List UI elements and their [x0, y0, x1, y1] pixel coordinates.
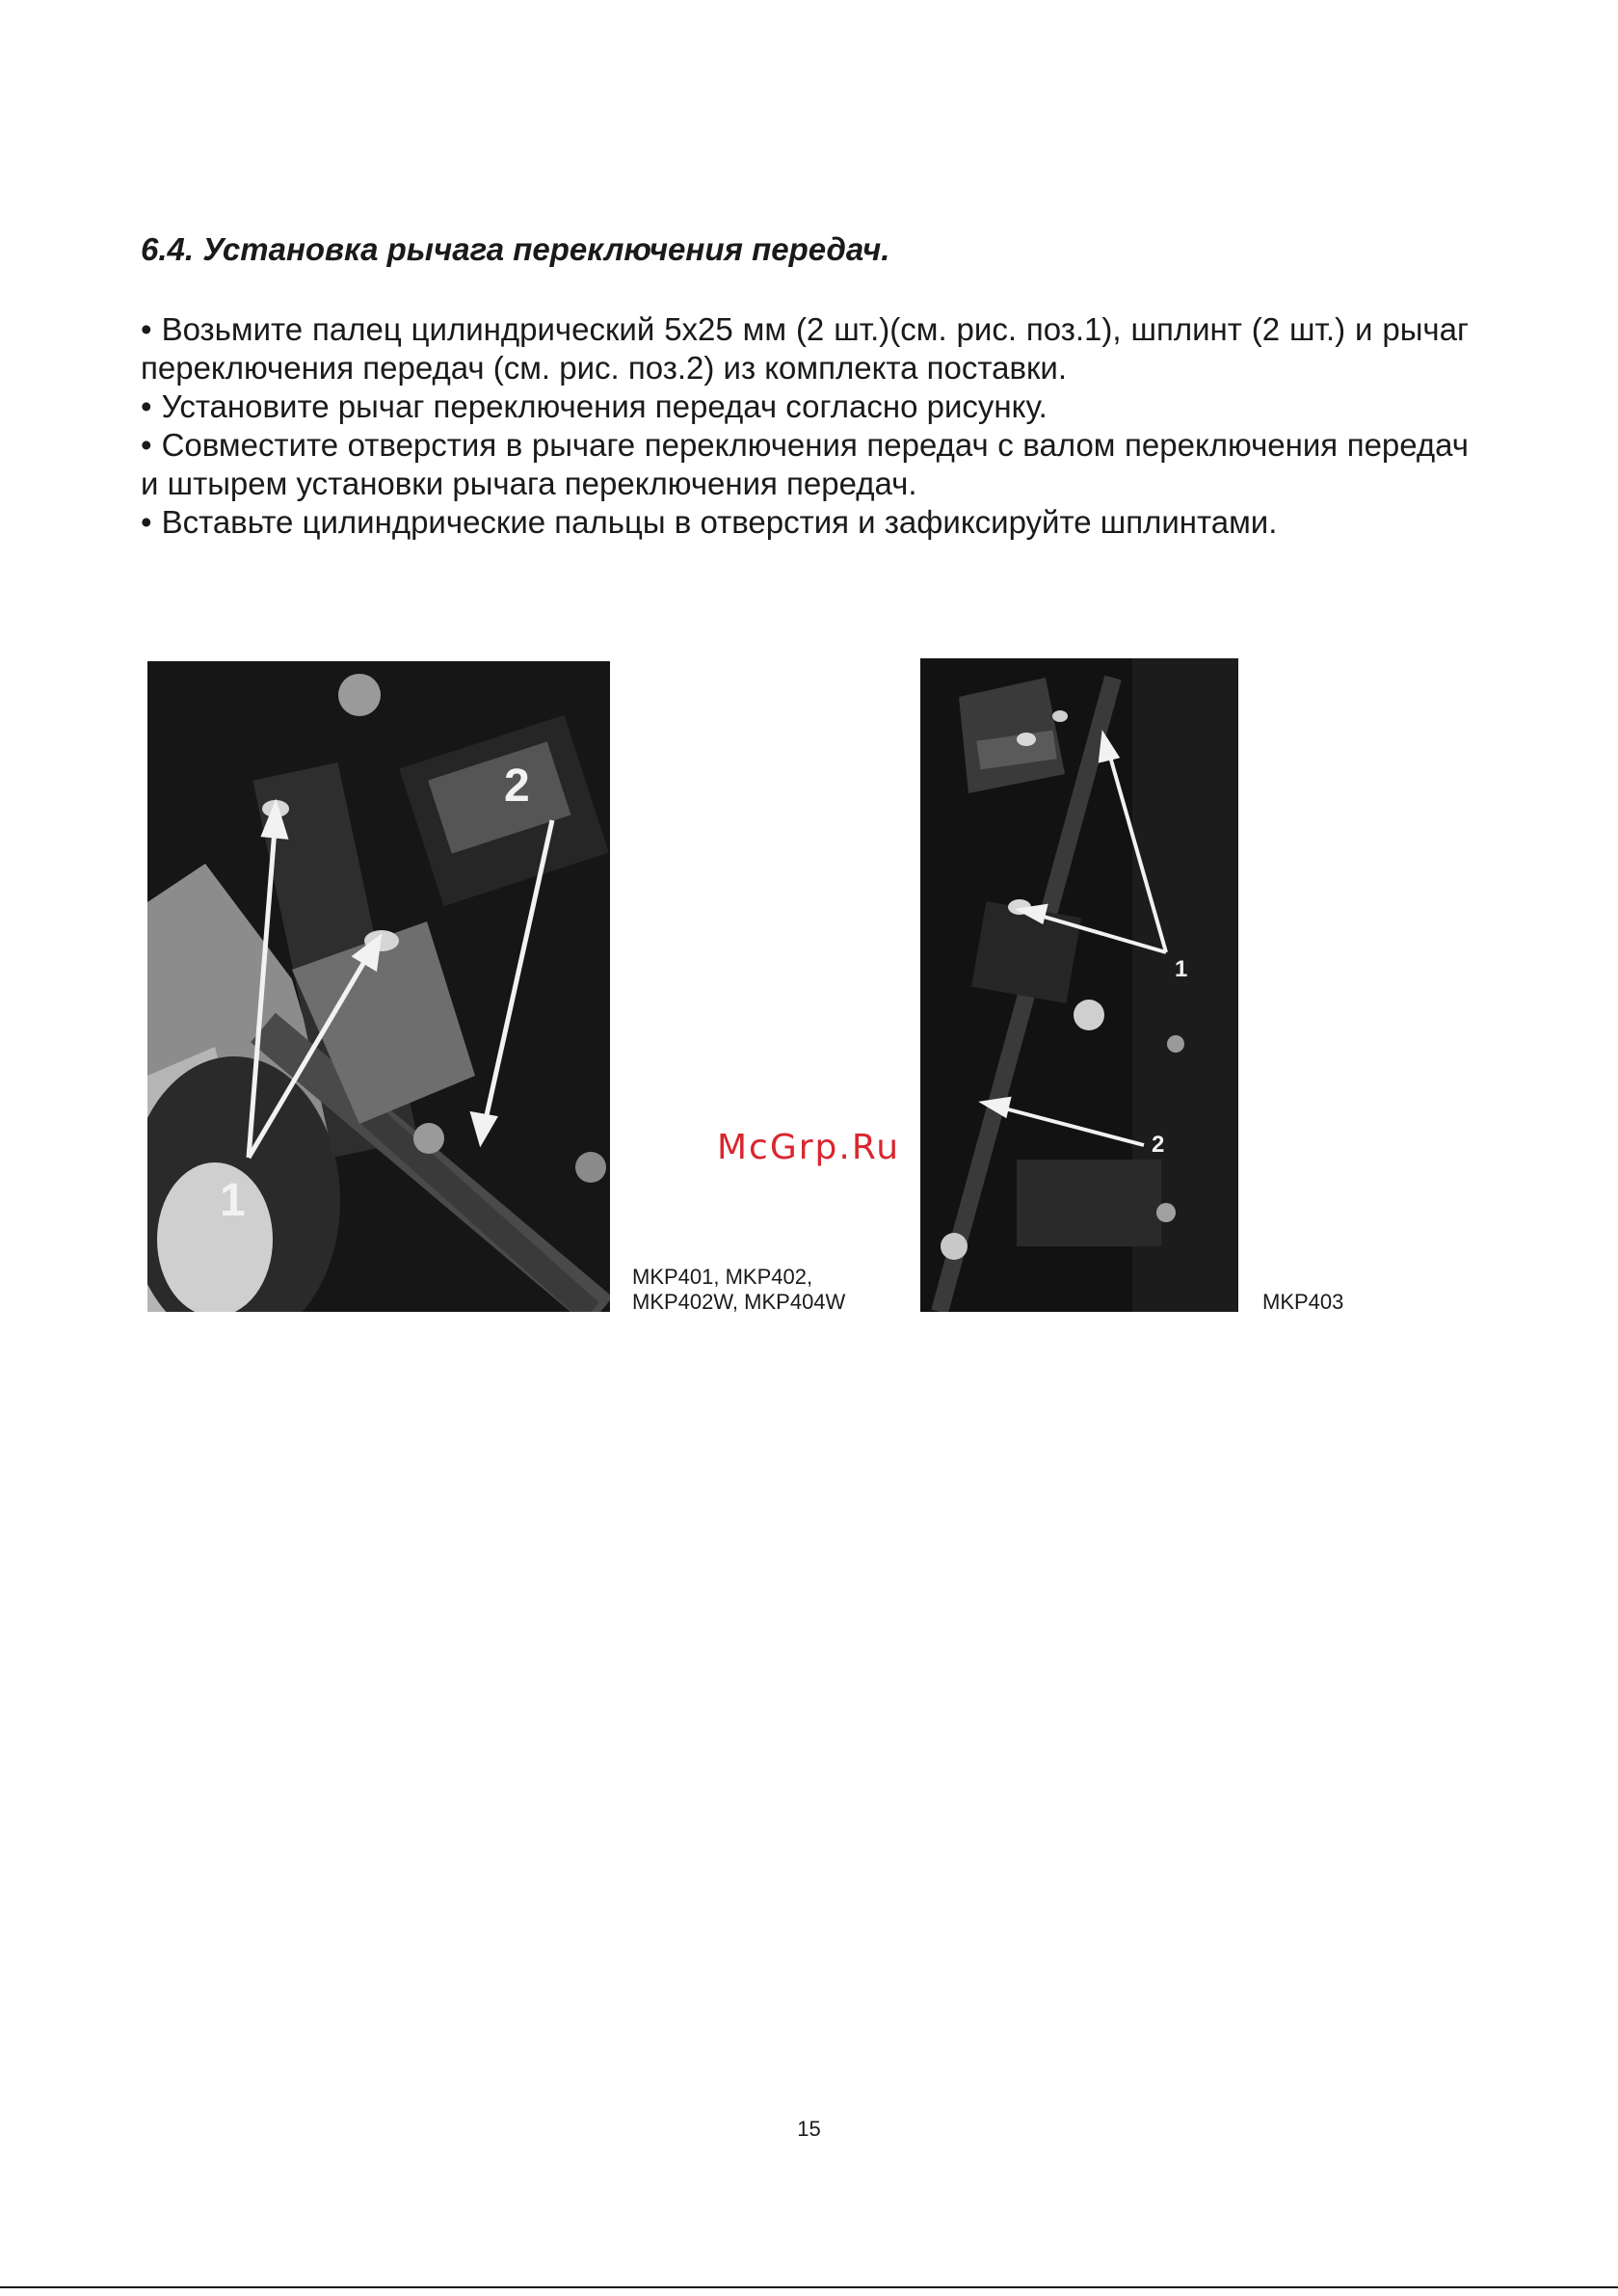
photo-label-pin: 1: [1175, 956, 1188, 982]
photo-label-lever: 2: [1152, 1132, 1165, 1158]
section-heading: 6.4. Установка рычага переключения передач.: [141, 231, 890, 267]
bullet: •: [141, 311, 152, 347]
caption-left: [632, 1265, 892, 1315]
photo-gear-lever-right: [920, 658, 1238, 1312]
instruction-item: [141, 503, 1469, 542]
page-number: 15: [797, 2117, 821, 2141]
instruction-text: Возьмите палец цилиндрический 5х25 мм (2 шт.)(см. рис. поз.1), шплинт (2 шт.) и рычаг переключения передач (см. рис. поз.2) из комплекта поставки.: [141, 311, 1469, 386]
photo-gear-lever-left: [147, 661, 610, 1312]
instruction-text: Вставьте цилиндрические пальцы в отверстия и зафиксируйте шплинтами.: [161, 504, 1278, 540]
bullet: •: [141, 427, 152, 463]
watermark: McGrp.Ru: [717, 1128, 901, 1167]
bottom-rule: [0, 2286, 1618, 2288]
instruction-text: Установите рычаг переключения передач согласно рисунку.: [161, 388, 1048, 424]
photo-label-lever: 2: [504, 761, 530, 812]
instruction-item: [141, 387, 1469, 426]
bullet: •: [141, 504, 152, 540]
bullet: •: [141, 388, 152, 424]
instruction-list: [141, 310, 1469, 542]
caption-left-line: MKP402W, MKP404W: [632, 1290, 846, 1314]
caption-right: MKP403: [1262, 1290, 1344, 1314]
instruction-text: Совместите отверстия в рычаге переключения передач с валом переключения передач и штырем установки рычага переключения передач.: [141, 427, 1469, 501]
instruction-item: [141, 426, 1469, 503]
photo-label-pin: 1: [220, 1175, 246, 1226]
instruction-item: [141, 310, 1469, 387]
caption-left-line: MKP401, MKP402,: [632, 1265, 813, 1289]
photo-illustration-right: [920, 658, 1238, 1312]
photo-illustration-left: [147, 661, 610, 1312]
